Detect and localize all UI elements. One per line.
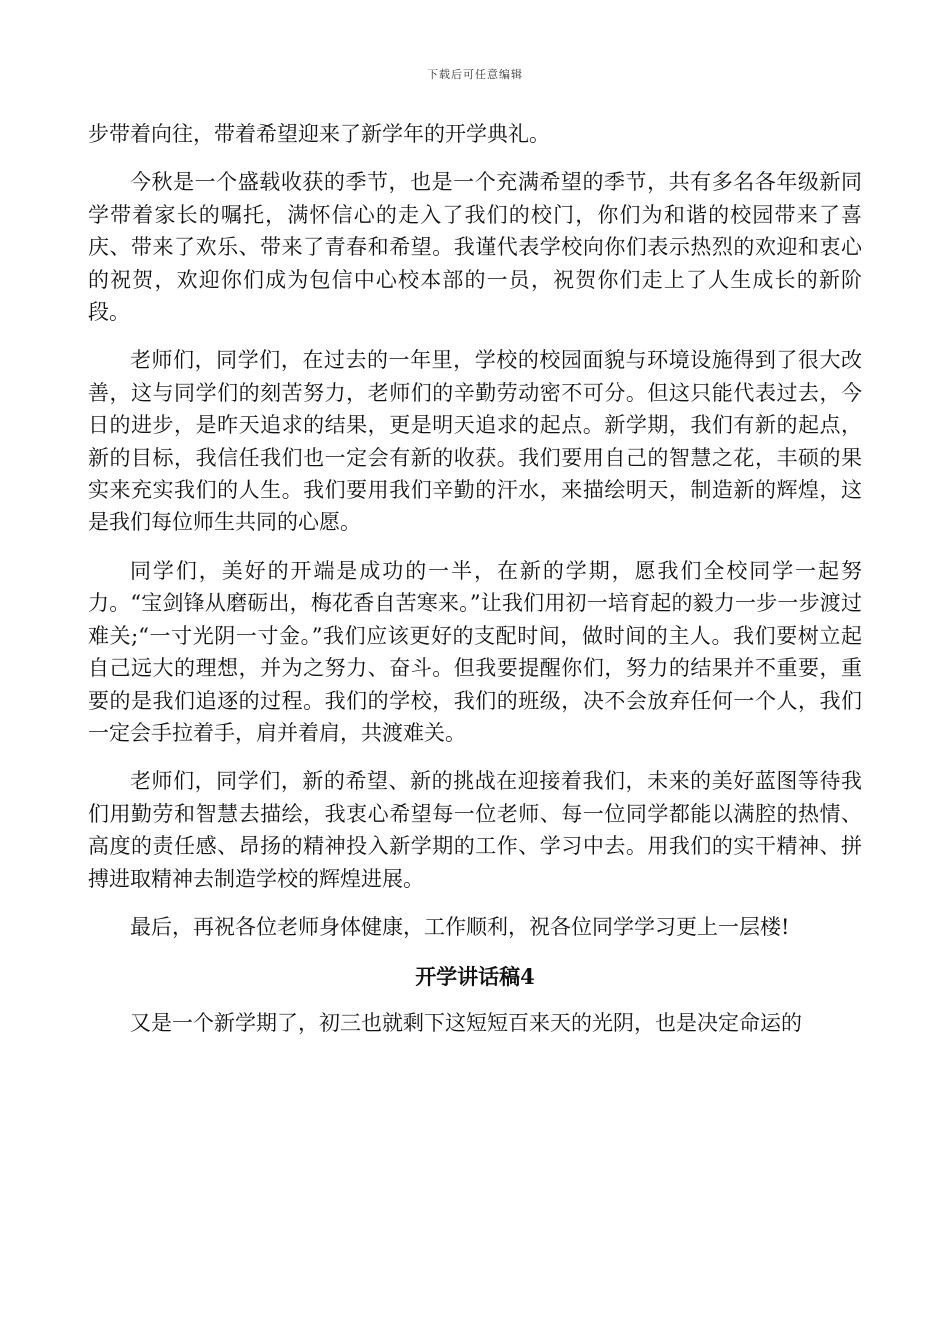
page-header: 下载后可任意编辑 xyxy=(427,68,523,81)
paragraph: 老师们，同学们，在过去的一年里，学校的校园面貌与环境设施得到了很大改善，这与同学们的刻苦努力，老师们的辛勤劳动密不可分。但这只能代表过去，今日的进步，是昨天追求的结果，更是明天追求的起点。新学期，我们有新的起点，新的目标，我信任我们也一定会有新的收获。我们要用自己的智慧之花，丰硕的果实来充实我们的人生。我们要用我们辛勤的汗水，来描绘明天，制造新的辉煌，这是我们每位师生共同的心愿。 xyxy=(88,348,862,535)
paragraph-continuation: 步带着向往，带着希望迎来了新学年的开学典礼。 xyxy=(88,122,550,146)
paragraph: 老师们，同学们，新的希望、新的挑战在迎接着我们，未来的美好蓝图等待我们用勤劳和智慧去描绘，我衷心希望每一位老师、每一位同学都能以满腔的热情、高度的责任感、昂扬的精神投入新学期的工作、学习中去。用我们的实干精神、拼搏进取精神去制造学校的辉煌进展。 xyxy=(88,769,862,891)
paragraph: 今秋是一个盛载收获的季节，也是一个充满希望的季节，共有多名各年级新同学带着家长的嘱托，满怀信心的走入了我们的校门，你们为和谐的校园带来了喜庆、带来了欢乐、带来了青春和希望。我谨代表学校向你们表示热烈的欢迎和衷心的祝贺，欢迎你们成为包信中心校本部的一员，祝贺你们走上了人生成长的新阶段。 xyxy=(88,170,862,325)
paragraph: 最后，再祝各位老师身体健康，工作顺利，祝各位同学学习更上一层楼! xyxy=(130,914,790,939)
paragraph: 又是一个新学期了，初三也就剩下这短短百来天的光阴，也是决定命运的 xyxy=(130,1011,802,1036)
section-heading: 开学讲话稿4 xyxy=(415,964,535,990)
document-body xyxy=(88,118,862,1040)
paragraph: 同学们，美好的开端是成功的一半，在新的学期，愿我们全校同学一起努力。“宝剑锋从磨砺出，梅花香自苦寒来。”让我们用初一培育起的毅力一步一步渡过难关;“一寸光阴一寸金。”我们应该更好的支配时间，做时间的主人。我们要树立起自己远大的理想，并为之努力、奋斗。但我要提醒你们，努力的结果并不重要，重要的是我们追逐的过程。我们的学校，我们的班级，决不会放弃任何一个人，我们一定会手拉着手，肩并着肩，共渡难关。 xyxy=(88,558,862,745)
